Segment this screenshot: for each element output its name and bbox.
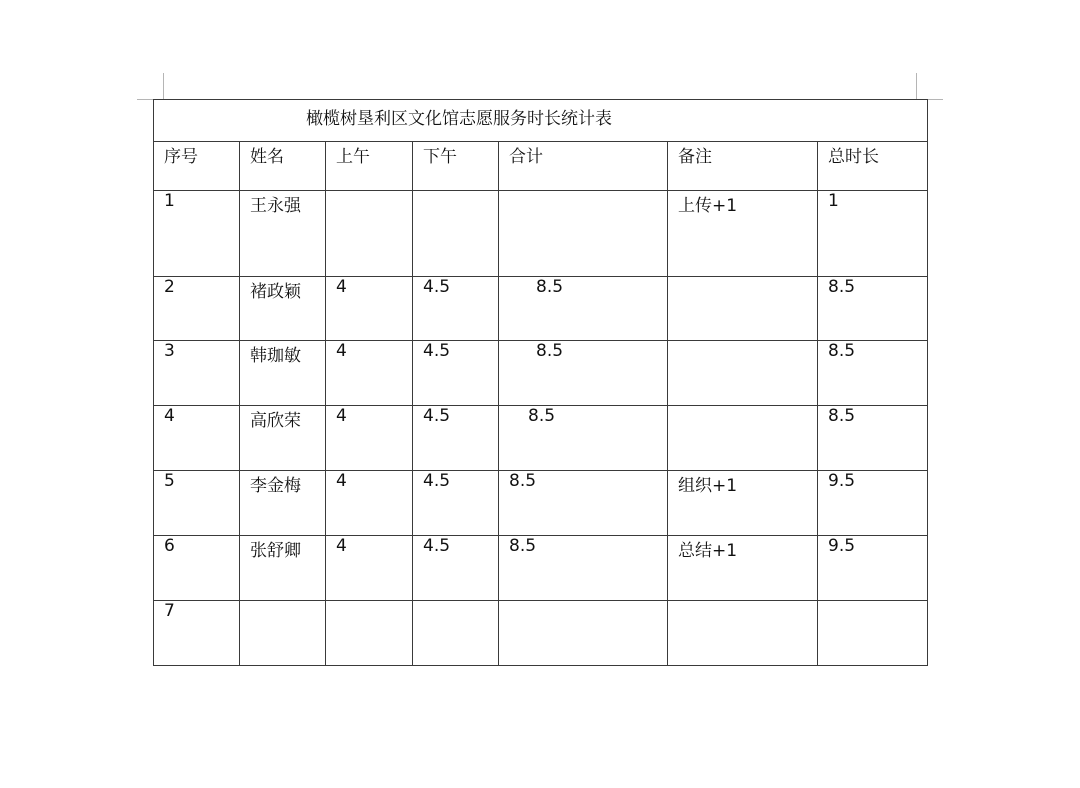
header-cell-morning: 上午 [326,142,413,191]
header-cell-subtotal: 合计 [499,142,668,191]
table-row [154,191,928,277]
cell-note: 组织+1 [668,471,818,536]
cell-morning: 4 [326,406,413,471]
header-cell-no: 序号 [154,142,240,191]
cell-subtotal: 8.5 [499,471,668,536]
volunteer-hours-table [153,99,928,666]
cell-total: 8.5 [818,341,928,406]
cell-total: 9.5 [818,471,928,536]
cell-total: 1 [818,191,928,277]
table-row [154,406,928,471]
cell-afternoon: 4.5 [413,341,499,406]
table-row [154,341,928,406]
cell-note: 总结+1 [668,536,818,601]
cell-afternoon: 4.5 [413,471,499,536]
table-row [154,536,928,601]
table-row [154,471,928,536]
cell-afternoon: 4.5 [413,277,499,341]
cell-subtotal [499,191,668,277]
cell-note [668,406,818,471]
cell-name: 高欣荣 [240,406,326,471]
cell-afternoon: 4.5 [413,536,499,601]
cell-note [668,277,818,341]
cell-no: 7 [154,601,240,666]
table-row [154,277,928,341]
header-cell-note: 备注 [668,142,818,191]
cell-afternoon: 4.5 [413,406,499,471]
cell-morning [326,191,413,277]
header-cell-name: 姓名 [240,142,326,191]
cell-name [240,601,326,666]
cell-note [668,341,818,406]
cell-morning: 4 [326,536,413,601]
cell-subtotal [499,601,668,666]
header-row [154,142,928,191]
margin-mark-right-vertical [916,73,917,99]
title-row [154,100,928,142]
cell-name: 褚政颖 [240,277,326,341]
cell-total: 8.5 [818,406,928,471]
header-cell-total: 总时长 [818,142,928,191]
cell-no: 5 [154,471,240,536]
table-row [154,601,928,666]
cell-name: 韩珈敏 [240,341,326,406]
cell-morning [326,601,413,666]
cell-subtotal: 8.5 [499,277,668,341]
cell-no: 1 [154,191,240,277]
header-cell-afternoon: 下午 [413,142,499,191]
cell-no: 2 [154,277,240,341]
cell-total [818,601,928,666]
cell-no: 3 [154,341,240,406]
cell-total: 8.5 [818,277,928,341]
cell-morning: 4 [326,277,413,341]
cell-note: 上传+1 [668,191,818,277]
cell-name: 李金梅 [240,471,326,536]
cell-no: 4 [154,406,240,471]
cell-afternoon [413,601,499,666]
cell-no: 6 [154,536,240,601]
cell-morning: 4 [326,471,413,536]
cell-afternoon [413,191,499,277]
cell-subtotal: 8.5 [499,536,668,601]
cell-name: 张舒卿 [240,536,326,601]
cell-total: 9.5 [818,536,928,601]
title-cell [154,100,928,142]
margin-mark-left-vertical [163,73,164,99]
cell-subtotal: 8.5 [499,341,668,406]
cell-morning: 4 [326,341,413,406]
cell-name: 王永强 [240,191,326,277]
cell-note [668,601,818,666]
cell-subtotal: 8.5 [499,406,668,471]
table-title: 橄榄树垦利区文化馆志愿服务时长统计表 [306,109,612,129]
